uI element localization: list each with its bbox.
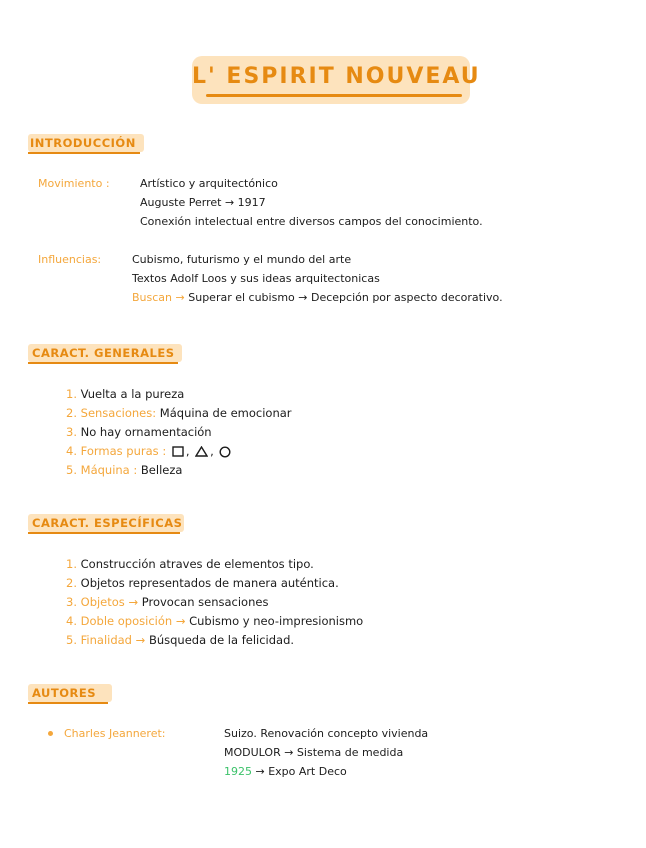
generales-item-key: Sensaciones: <box>80 406 157 420</box>
intro-heading-underline <box>28 152 140 154</box>
generales-item-num: 2. <box>66 406 77 420</box>
generales-item-text: No hay ornamentación <box>80 425 212 439</box>
triangle-icon <box>195 446 208 457</box>
influencias-label: Influencias: <box>38 253 102 266</box>
autor-name: Charles Jeanneret: <box>64 727 166 740</box>
generales-heading: CARACT. GENERALES <box>32 346 175 360</box>
especificas-item-key: Objetos → <box>80 595 139 609</box>
generales-item-1 <box>66 387 184 401</box>
generales-item-num: 3. <box>66 425 77 439</box>
generales-item-3 <box>66 425 212 439</box>
movimiento-line-1: Artístico y arquitectónico <box>140 177 278 190</box>
autor-line-1: Suizo. Renovación concepto vivienda <box>224 727 429 740</box>
generales-item-2 <box>66 406 292 420</box>
influencias-line-2: Textos Adolf Loos y sus ideas arquitectonicas <box>132 272 380 285</box>
especificas-item-text: Cubismo y neo-impresionismo <box>189 614 364 628</box>
movimiento-line-3: Conexión intelectual entre diversos campos del conocimiento. <box>140 215 483 228</box>
buscan-label: Buscan → <box>132 291 185 304</box>
autores-heading: AUTORES <box>32 686 96 700</box>
especificas-item-num: 1. <box>66 557 77 571</box>
autor-year-text: → Expo Art Deco <box>255 765 347 778</box>
intro-heading: INTRODUCCIÓN <box>30 136 136 150</box>
buscan-text: Superar el cubismo → Decepción por aspecto decorativo. <box>188 291 503 304</box>
especificas-item-2 <box>66 576 339 590</box>
especificas-item-4 <box>66 614 363 628</box>
especificas-heading: CARACT. ESPECÍFICAS <box>32 516 183 530</box>
especificas-item-text: Búsqueda de la felicidad. <box>148 633 295 647</box>
especificas-item-text: Provocan sensaciones <box>141 595 269 609</box>
autor-line-3 <box>224 765 347 778</box>
square-icon <box>172 446 184 457</box>
page-title: L' ESPIRIT NOUVEAU <box>192 64 481 89</box>
generales-item-4 <box>66 444 233 458</box>
generales-item-num: 4. <box>66 444 77 458</box>
influencias-line-1: Cubismo, futurismo y el mundo del arte <box>132 253 352 266</box>
generales-item-text: Máquina de emocionar <box>159 406 292 420</box>
especificas-item-num: 5. <box>66 633 77 647</box>
especificas-item-3 <box>66 595 268 609</box>
circle-icon <box>219 446 231 458</box>
buscan-row <box>132 291 503 304</box>
shape-separator: , <box>210 444 214 458</box>
autor-bullet-icon <box>48 731 53 736</box>
autores-heading-underline <box>28 702 108 704</box>
generales-item-key: Formas puras : <box>80 444 167 458</box>
autor-line-2: MODULOR → Sistema de medida <box>224 746 404 759</box>
especificas-item-key: Doble oposición → <box>80 614 186 628</box>
especificas-item-text: Construcción atraves de elementos tipo. <box>80 557 314 571</box>
generales-item-text: Vuelta a la pureza <box>80 387 185 401</box>
generales-heading-underline <box>28 362 178 364</box>
shape-separator: , <box>185 444 190 458</box>
generales-item-num: 1. <box>66 387 77 401</box>
title-underline <box>206 94 462 97</box>
autor-year: 1925 <box>224 765 252 778</box>
especificas-item-num: 2. <box>66 576 77 590</box>
generales-item-num: 5. <box>66 463 77 477</box>
especificas-item-5 <box>66 633 294 647</box>
especificas-heading-underline <box>28 532 180 534</box>
generales-item-key: Máquina : <box>80 463 138 477</box>
especificas-item-text: Objetos representados de manera auténtica. <box>80 576 339 590</box>
especificas-item-num: 4. <box>66 614 77 628</box>
generales-item-text: Belleza <box>140 463 183 477</box>
especificas-item-num: 3. <box>66 595 77 609</box>
generales-item-5 <box>66 463 182 477</box>
especificas-item-1 <box>66 557 314 571</box>
movimiento-line-2: Auguste Perret → 1917 <box>140 196 266 209</box>
movimiento-label: Movimiento : <box>38 177 110 190</box>
especificas-item-key: Finalidad → <box>80 633 146 647</box>
